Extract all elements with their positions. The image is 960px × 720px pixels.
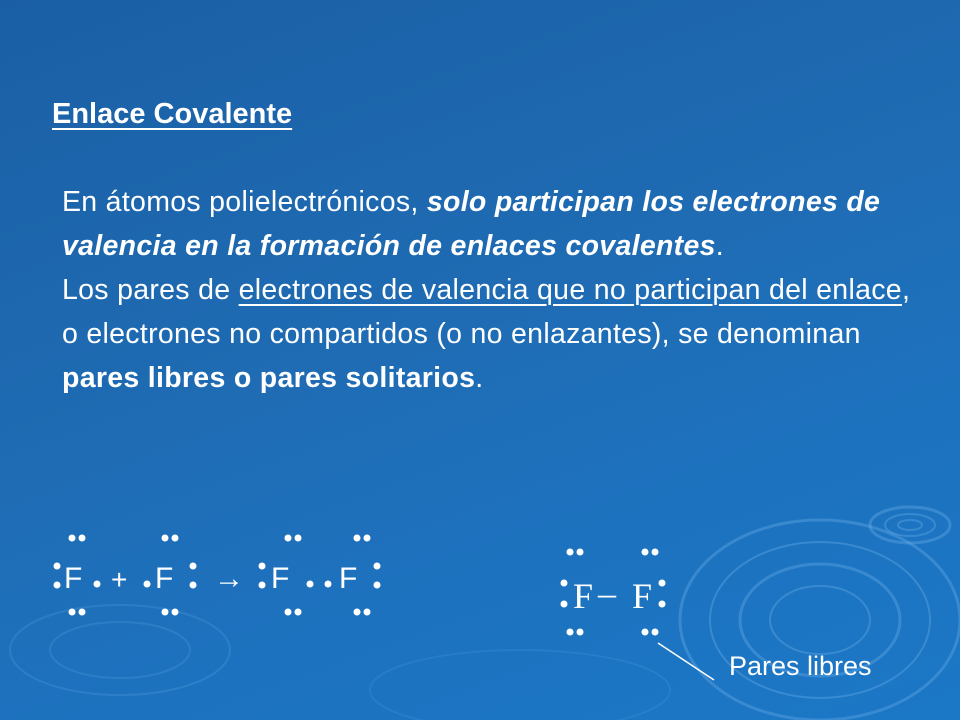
paragraph2-underlined: electrones de valencia que no participan del enlace: [238, 274, 902, 306]
paragraph2-text: Los pares de: [62, 274, 239, 306]
lone-pairs-label: Pares libres: [729, 651, 872, 681]
lewis-product-molecule: [259, 535, 381, 616]
structure-right-atom: F: [632, 576, 653, 616]
structure-left-atom: F: [573, 576, 594, 616]
reaction-arrow: →: [214, 562, 244, 595]
atom3-symbol: F: [271, 562, 290, 595]
plus-sign: +: [111, 564, 128, 595]
paragraph1-text: En átomos polielectrónicos,: [62, 186, 427, 218]
lewis-atom-2: [144, 535, 197, 616]
lewis-structure-f2: [561, 549, 666, 636]
paragraph1-end: .: [715, 230, 724, 262]
slide-title: Enlace Covalente: [52, 98, 293, 130]
annotation-pointer-line: [658, 643, 714, 680]
paragraph1-emphasis: solo participan los electrones de valencia en la formación de enlaces covalentes: [62, 186, 881, 262]
paragraph2-middle: , o electrones no compartidos (o no enlazantes), se denominan: [62, 274, 911, 350]
bond-line: –: [598, 573, 616, 613]
atom4-symbol: F: [339, 562, 358, 595]
paragraph2-bold: pares libres o pares solitarios: [62, 362, 476, 394]
atom2-symbol: F: [155, 562, 174, 595]
atom1-symbol: F: [64, 562, 83, 595]
lewis-atom-1: [54, 535, 101, 616]
paragraph2-end: .: [475, 362, 484, 394]
